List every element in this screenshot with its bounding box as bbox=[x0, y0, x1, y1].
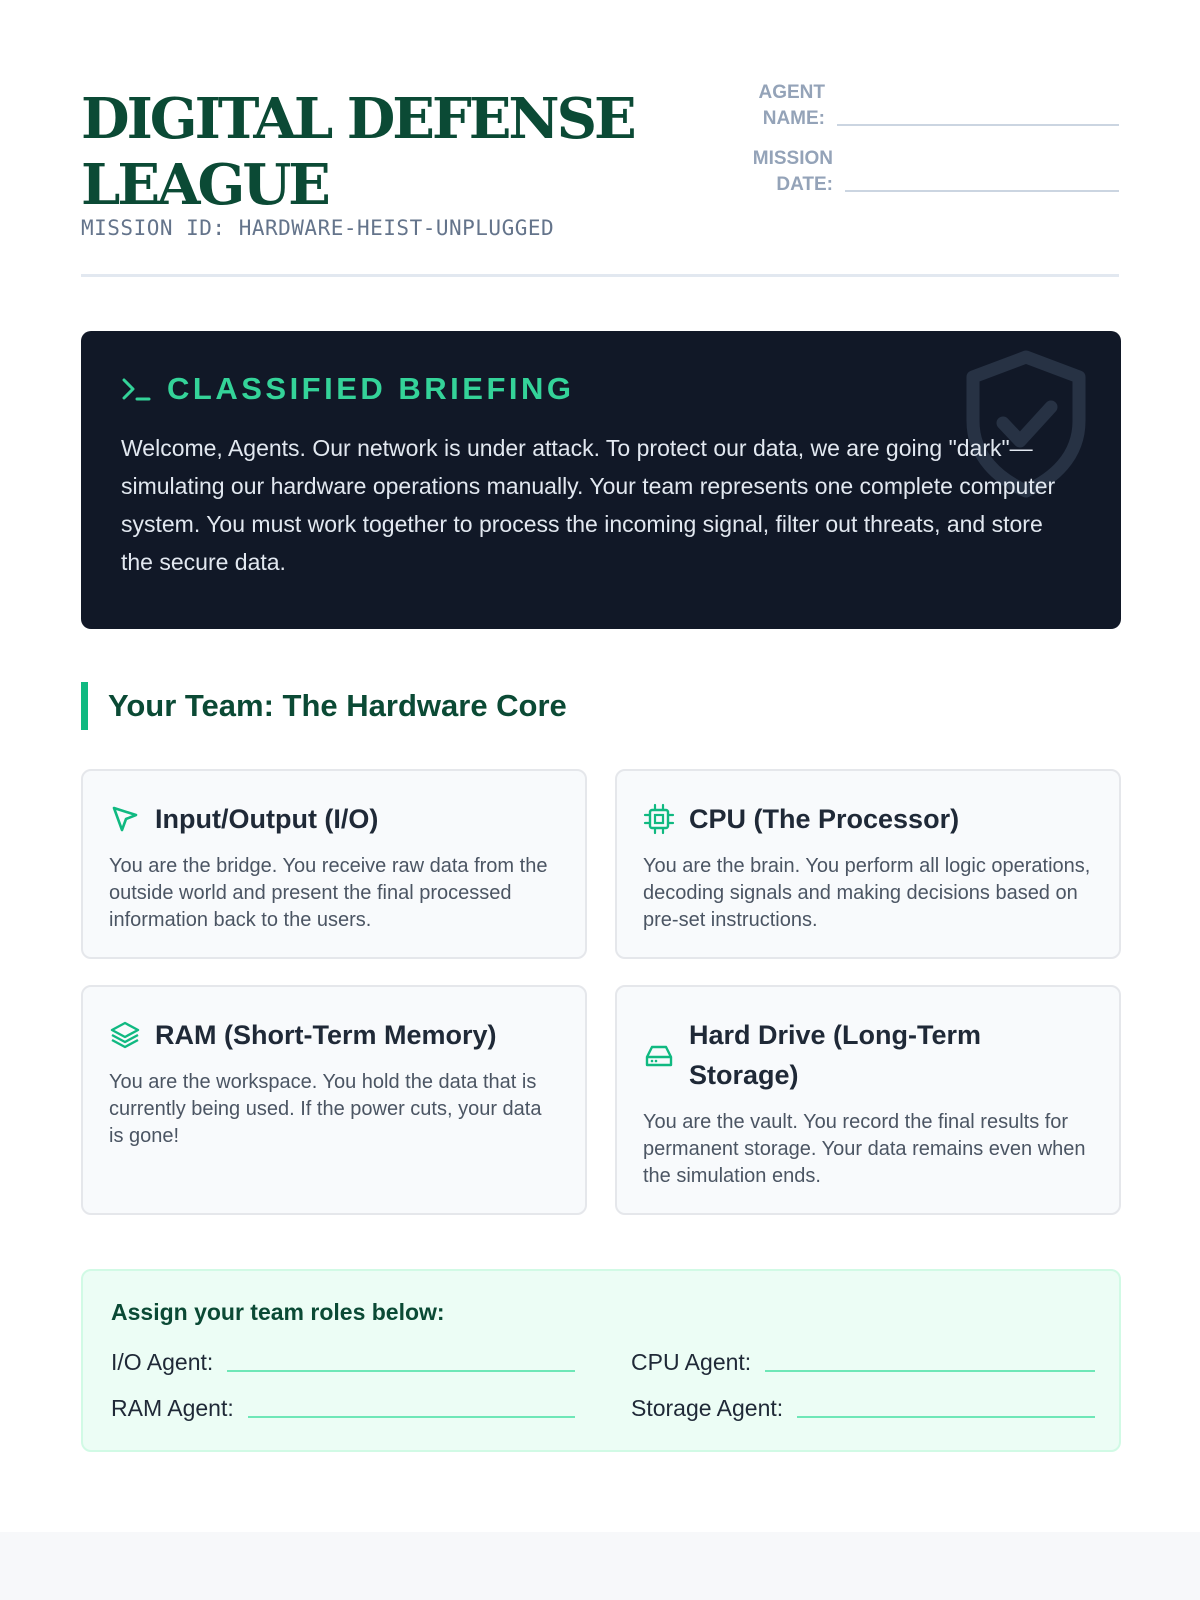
mission-date-line[interactable] bbox=[845, 190, 1119, 192]
layers-icon bbox=[109, 1019, 141, 1051]
cpu-agent-field[interactable] bbox=[631, 1344, 1095, 1376]
role-description: You are the vault. You record the final results for permanent storage. Your data remains even when the simulation ends. bbox=[643, 1111, 1086, 1187]
mission-id: MISSION ID: HARDWARE-HEIST-UNPLUGGED bbox=[81, 216, 555, 240]
io-agent-line[interactable] bbox=[227, 1370, 575, 1372]
role-card-ram bbox=[81, 985, 587, 1215]
briefing-title: CLASSIFIED BRIEFING bbox=[167, 371, 575, 406]
page-header bbox=[81, 0, 1119, 277]
role-card-cpu bbox=[615, 769, 1121, 959]
io-agent-label: I/O Agent: bbox=[111, 1349, 214, 1375]
agent-name-line[interactable] bbox=[837, 124, 1119, 126]
team-heading: Your Team: The Hardware Core bbox=[81, 682, 567, 730]
storage-agent-field[interactable] bbox=[631, 1390, 1095, 1422]
briefing-header bbox=[121, 371, 1081, 407]
role-card-io bbox=[81, 769, 587, 959]
mission-date-field[interactable] bbox=[741, 146, 1119, 198]
role-card-storage bbox=[615, 985, 1121, 1215]
role-title: Input/Output (I/O) bbox=[155, 804, 379, 834]
role-description: You are the bridge. You receive raw data from the outside world and present the final processed information back to the users. bbox=[109, 855, 548, 931]
role-description: You are the brain. You perform all logic operations, decoding signals and making decisions based on pre-set instructions. bbox=[643, 855, 1091, 931]
assign-roles-panel bbox=[81, 1269, 1121, 1452]
ram-agent-label: RAM Agent: bbox=[111, 1395, 234, 1421]
agent-name-field[interactable] bbox=[741, 80, 1119, 132]
cpu-agent-label: CPU Agent: bbox=[631, 1349, 752, 1375]
role-title: Hard Drive (Long-Term Storage) bbox=[689, 1020, 982, 1090]
cursor-icon bbox=[109, 803, 141, 835]
briefing-text: Welcome, Agents. Our network is under attack. To protect our data, we are going "dark"—simulating our hardware operations manually. Your team represents one complete computer system. You must work together to process the incoming signal, filter out threats, and store the secure data. bbox=[121, 435, 1056, 575]
mission-date-label: MISSION DATE: bbox=[752, 148, 833, 195]
role-title: RAM (Short-Term Memory) bbox=[155, 1020, 497, 1050]
storage-agent-line[interactable] bbox=[797, 1416, 1095, 1418]
role-description: You are the workspace. You hold the data that is currently being used. If the power cuts, your data is gone! bbox=[109, 1071, 542, 1147]
ram-agent-field[interactable] bbox=[111, 1390, 575, 1422]
cpu-agent-line[interactable] bbox=[765, 1370, 1095, 1372]
assign-title: Assign your team roles below: bbox=[111, 1299, 445, 1325]
storage-agent-label: Storage Agent: bbox=[631, 1395, 784, 1421]
classified-briefing bbox=[81, 331, 1121, 629]
role-title: CPU (The Processor) bbox=[689, 804, 960, 834]
agent-name-label: AGENT NAME: bbox=[758, 82, 825, 129]
io-agent-field[interactable] bbox=[111, 1344, 575, 1376]
terminal-icon bbox=[121, 376, 151, 402]
page-title: DIGITAL DEFENSE LEAGUE bbox=[81, 86, 634, 218]
hard-drive-icon bbox=[643, 1039, 675, 1071]
cpu-chip-icon bbox=[643, 803, 675, 835]
ram-agent-line[interactable] bbox=[248, 1416, 575, 1418]
